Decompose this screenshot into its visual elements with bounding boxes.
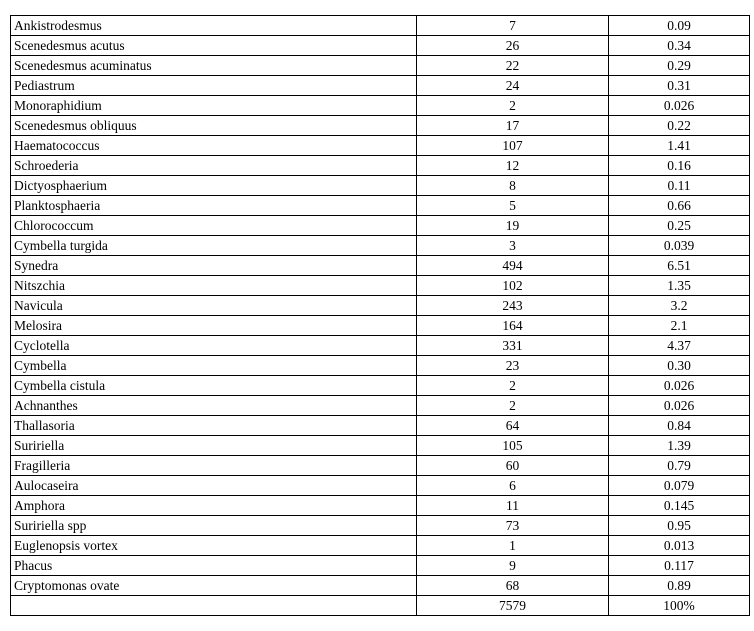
species-name-cell: Phacus xyxy=(11,556,417,576)
table-row xyxy=(11,196,750,216)
count-cell: 7 xyxy=(417,16,609,36)
table-body xyxy=(11,16,750,616)
species-name-cell xyxy=(11,596,417,616)
percent-cell: 0.25 xyxy=(609,216,750,236)
count-cell: 1 xyxy=(417,536,609,556)
species-name-cell: Aulocaseira xyxy=(11,476,417,496)
species-name-cell: Monoraphidium xyxy=(11,96,417,116)
species-name-cell: Schroederia xyxy=(11,156,417,176)
table-row xyxy=(11,576,750,596)
table-row xyxy=(11,536,750,556)
count-cell: 6 xyxy=(417,476,609,496)
percent-cell: 0.30 xyxy=(609,356,750,376)
percent-cell: 0.026 xyxy=(609,96,750,116)
percent-cell: 0.026 xyxy=(609,396,750,416)
count-cell: 331 xyxy=(417,336,609,356)
count-cell: 102 xyxy=(417,276,609,296)
species-name-cell: Scenedesmus acuminatus xyxy=(11,56,417,76)
percent-cell: 0.117 xyxy=(609,556,750,576)
percent-cell: 6.51 xyxy=(609,256,750,276)
species-name-cell: Cyclotella xyxy=(11,336,417,356)
percent-cell: 1.39 xyxy=(609,436,750,456)
count-cell: 2 xyxy=(417,396,609,416)
percent-cell: 0.11 xyxy=(609,176,750,196)
species-name-cell: Chlorococcum xyxy=(11,216,417,236)
table-row xyxy=(11,36,750,56)
total-row xyxy=(11,596,750,616)
table-row xyxy=(11,176,750,196)
species-name-cell: Dictyosphaerium xyxy=(11,176,417,196)
table-row xyxy=(11,96,750,116)
percent-cell: 0.039 xyxy=(609,236,750,256)
table-row xyxy=(11,236,750,256)
count-cell: 5 xyxy=(417,196,609,216)
table-row xyxy=(11,356,750,376)
table-row xyxy=(11,216,750,236)
table-row xyxy=(11,56,750,76)
species-name-cell: Suririella xyxy=(11,436,417,456)
percent-cell: 1.35 xyxy=(609,276,750,296)
table-row xyxy=(11,436,750,456)
table-row xyxy=(11,296,750,316)
species-name-cell: Navicula xyxy=(11,296,417,316)
percent-cell: 1.41 xyxy=(609,136,750,156)
species-name-cell: Planktosphaeria xyxy=(11,196,417,216)
species-name-cell: Euglenopsis vortex xyxy=(11,536,417,556)
percent-cell: 0.079 xyxy=(609,476,750,496)
table-row xyxy=(11,316,750,336)
count-cell: 64 xyxy=(417,416,609,436)
species-name-cell: Pediastrum xyxy=(11,76,417,96)
percent-cell: 4.37 xyxy=(609,336,750,356)
count-cell: 22 xyxy=(417,56,609,76)
species-name-cell: Nitszchia xyxy=(11,276,417,296)
percent-cell: 0.31 xyxy=(609,76,750,96)
count-cell: 24 xyxy=(417,76,609,96)
percent-cell: 0.145 xyxy=(609,496,750,516)
species-name-cell: Thallasoria xyxy=(11,416,417,436)
count-cell: 164 xyxy=(417,316,609,336)
count-cell: 9 xyxy=(417,556,609,576)
count-cell: 26 xyxy=(417,36,609,56)
percent-cell: 0.29 xyxy=(609,56,750,76)
percent-cell: 100% xyxy=(609,596,750,616)
table-row xyxy=(11,156,750,176)
count-cell: 2 xyxy=(417,376,609,396)
count-cell: 73 xyxy=(417,516,609,536)
species-name-cell: Fragilleria xyxy=(11,456,417,476)
count-cell: 23 xyxy=(417,356,609,376)
table-row xyxy=(11,476,750,496)
percent-cell: 0.026 xyxy=(609,376,750,396)
species-name-cell: Cymbella xyxy=(11,356,417,376)
count-cell: 12 xyxy=(417,156,609,176)
species-name-cell: Suririella spp xyxy=(11,516,417,536)
table-row xyxy=(11,16,750,36)
count-cell: 19 xyxy=(417,216,609,236)
table-row xyxy=(11,556,750,576)
table-row xyxy=(11,396,750,416)
species-name-cell: Melosira xyxy=(11,316,417,336)
percent-cell: 0.013 xyxy=(609,536,750,556)
table-row xyxy=(11,416,750,436)
table-row xyxy=(11,276,750,296)
species-name-cell: Scenedesmus obliquus xyxy=(11,116,417,136)
count-cell: 11 xyxy=(417,496,609,516)
species-name-cell: Synedra xyxy=(11,256,417,276)
percent-cell: 3.2 xyxy=(609,296,750,316)
table-row xyxy=(11,76,750,96)
percent-cell: 0.79 xyxy=(609,456,750,476)
count-cell: 494 xyxy=(417,256,609,276)
table-row xyxy=(11,456,750,476)
count-cell: 68 xyxy=(417,576,609,596)
species-name-cell: Amphora xyxy=(11,496,417,516)
species-name-cell: Cymbella turgida xyxy=(11,236,417,256)
table-row xyxy=(11,116,750,136)
percent-cell: 0.89 xyxy=(609,576,750,596)
table-row xyxy=(11,496,750,516)
table-row xyxy=(11,136,750,156)
count-cell: 3 xyxy=(417,236,609,256)
percent-cell: 0.66 xyxy=(609,196,750,216)
percent-cell: 0.34 xyxy=(609,36,750,56)
count-cell: 17 xyxy=(417,116,609,136)
percent-cell: 0.22 xyxy=(609,116,750,136)
percent-cell: 2.1 xyxy=(609,316,750,336)
percent-cell: 0.09 xyxy=(609,16,750,36)
species-name-cell: Cryptomonas ovate xyxy=(11,576,417,596)
species-count-table xyxy=(10,15,750,616)
table-row xyxy=(11,256,750,276)
species-name-cell: Haematococcus xyxy=(11,136,417,156)
table-row xyxy=(11,376,750,396)
percent-cell: 0.84 xyxy=(609,416,750,436)
count-cell: 2 xyxy=(417,96,609,116)
percent-cell: 0.95 xyxy=(609,516,750,536)
count-cell: 7579 xyxy=(417,596,609,616)
count-cell: 60 xyxy=(417,456,609,476)
count-cell: 107 xyxy=(417,136,609,156)
species-name-cell: Ankistrodesmus xyxy=(11,16,417,36)
table-row xyxy=(11,516,750,536)
count-cell: 105 xyxy=(417,436,609,456)
percent-cell: 0.16 xyxy=(609,156,750,176)
species-name-cell: Scenedesmus acutus xyxy=(11,36,417,56)
table-row xyxy=(11,336,750,356)
count-cell: 8 xyxy=(417,176,609,196)
count-cell: 243 xyxy=(417,296,609,316)
species-name-cell: Cymbella cistula xyxy=(11,376,417,396)
species-name-cell: Achnanthes xyxy=(11,396,417,416)
